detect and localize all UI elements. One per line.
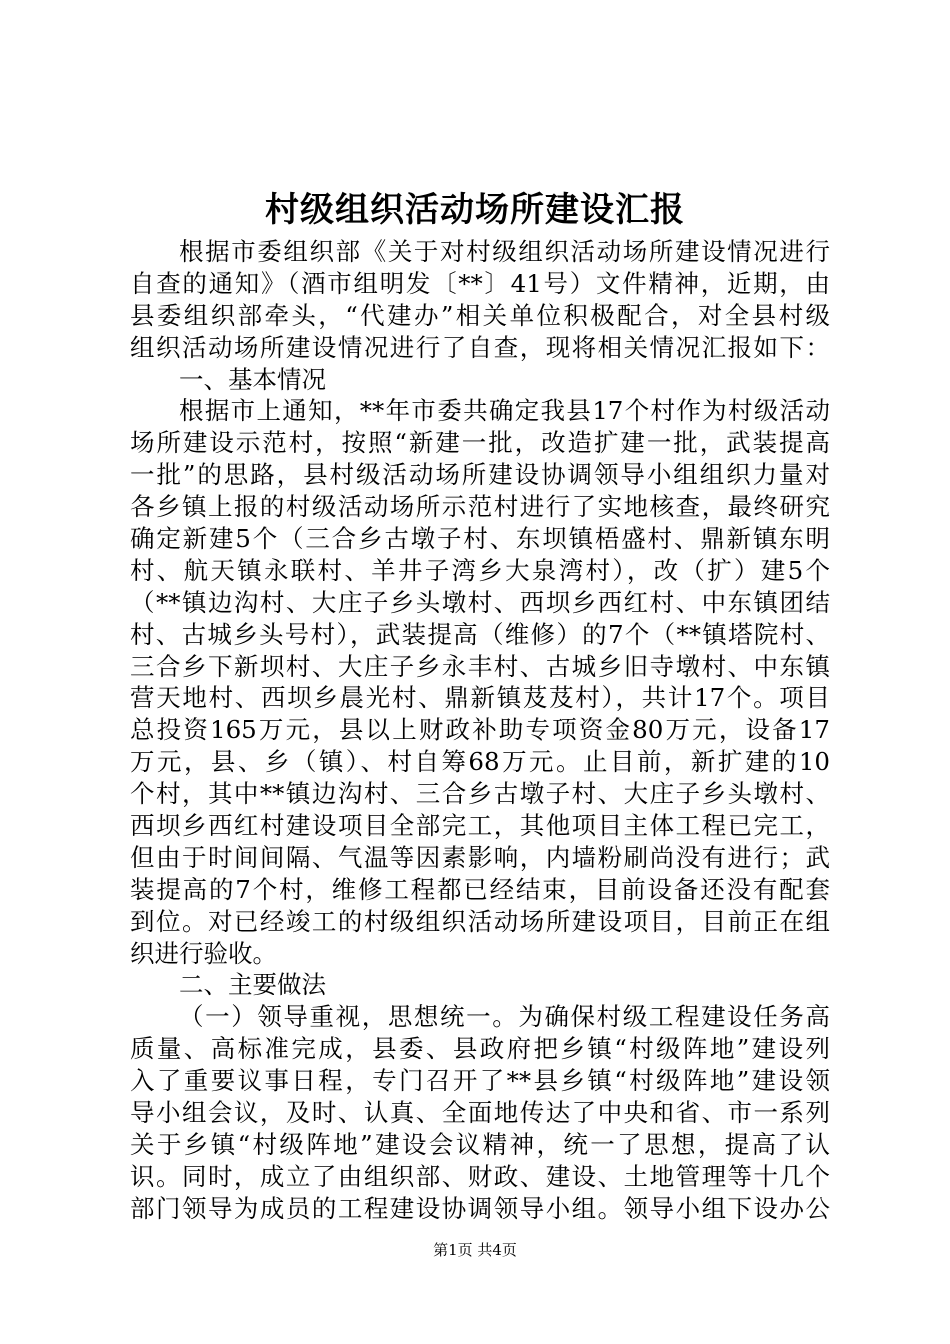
paragraph-line: 织进行验收。: [130, 938, 277, 968]
paragraph-line: 部门领导为成员的工程建设协调领导小组。领导小组下设办公: [130, 1193, 830, 1223]
paragraph-line: 个村，其中**镇边沟村、三合乡古墩子村、大庄子乡头墩村、: [130, 779, 830, 809]
paragraph-line: 入了重要议事日程，专门召开了**县乡镇“村级阵地”建设领: [130, 1066, 830, 1096]
paragraph-line: 根据市委组织部《关于对村级组织活动场所建设情况进行: [179, 237, 830, 266]
paragraph-line: 装提高的7个村，维修工程都已经结束，目前设备还没有配套: [130, 874, 830, 904]
paragraph-line: 村、古城乡头号村），武装提高（维修）的7个（**镇塔院村、: [130, 619, 830, 649]
paragraph-line: 确定新建5个（三合乡古墩子村、东坝镇梧盛村、鼎新镇东明: [130, 524, 830, 554]
paragraph-line: 万元，县、乡（镇）、村自筹68万元。止目前，新扩建的10: [130, 747, 830, 777]
paragraph-line: 导小组会议，及时、认真、全面地传达了中央和省、市一系列: [130, 1098, 830, 1128]
paragraph-line: 根据市上通知，**年市委共确定我县17个村作为村级活动: [179, 396, 830, 426]
paragraph-line: （**镇边沟村、大庄子乡头墩村、西坝乡西红村、中东镇团结: [130, 587, 830, 617]
paragraph-line: 但由于时间间隔、气温等因素影响，内墙粉刷尚没有进行；武: [130, 842, 830, 872]
paragraph-line: 场所建设示范村，按照“新建一批，改造扩建一批，武装提高: [130, 428, 830, 458]
paragraph-line: （一）领导重视，思想统一。为确保村级工程建设任务高: [179, 1002, 830, 1032]
paragraph-line: 村、航天镇永联村、羊井子湾乡大泉湾村），改（扩）建5个: [130, 555, 830, 585]
section-heading: 一、基本情况: [179, 364, 326, 394]
paragraph-line: 到位。对已经竣工的村级组织活动场所建设项目，目前正在组: [130, 906, 830, 936]
paragraph-line: 一批”的思路，县村级活动场所建设协调领导小组组织力量对: [130, 460, 830, 490]
paragraph-line: 县委组织部牵头，“代建办”相关单位积极配合，对全县村级: [130, 300, 830, 330]
paragraph-line: 营天地村、西坝乡晨光村、鼎新镇芨芨村），共计17个。项目: [130, 683, 830, 713]
section-heading: 二、主要做法: [179, 970, 326, 1000]
paragraph-line: 组织活动场所建设情况进行了自查，现将相关情况汇报如下：: [130, 332, 830, 362]
document-title: 村级组织活动场所建设汇报: [265, 190, 685, 230]
paragraph-line: 西坝乡西红村建设项目全部完工，其他项目主体工程已完工，: [130, 811, 830, 841]
paragraph-line: 各乡镇上报的村级活动场所示范村进行了实地核查，最终研究: [130, 492, 830, 522]
paragraph-line: 三合乡下新坝村、大庄子乡永丰村、古城乡旧寺墩村、中东镇: [130, 651, 830, 681]
paragraph-line: 自查的通知》（酒市组明发〔**〕41号）文件精神，近期，由: [130, 268, 830, 298]
paragraph-line: 质量、高标准完成，县委、县政府把乡镇“村级阵地”建设列: [130, 1034, 830, 1064]
paragraph-line: 关于乡镇“村级阵地”建设会议精神，统一了思想，提高了认: [130, 1129, 830, 1159]
paragraph-line: 总投资165万元，县以上财政补助专项资金80万元，设备17: [130, 715, 830, 745]
paragraph-line: 识。同时，成立了由组织部、财政、建设、土地管理等十几个: [130, 1161, 830, 1191]
page-number-footer: 第1页 共4页: [433, 1241, 517, 1259]
document-body: [130, 236, 830, 1225]
